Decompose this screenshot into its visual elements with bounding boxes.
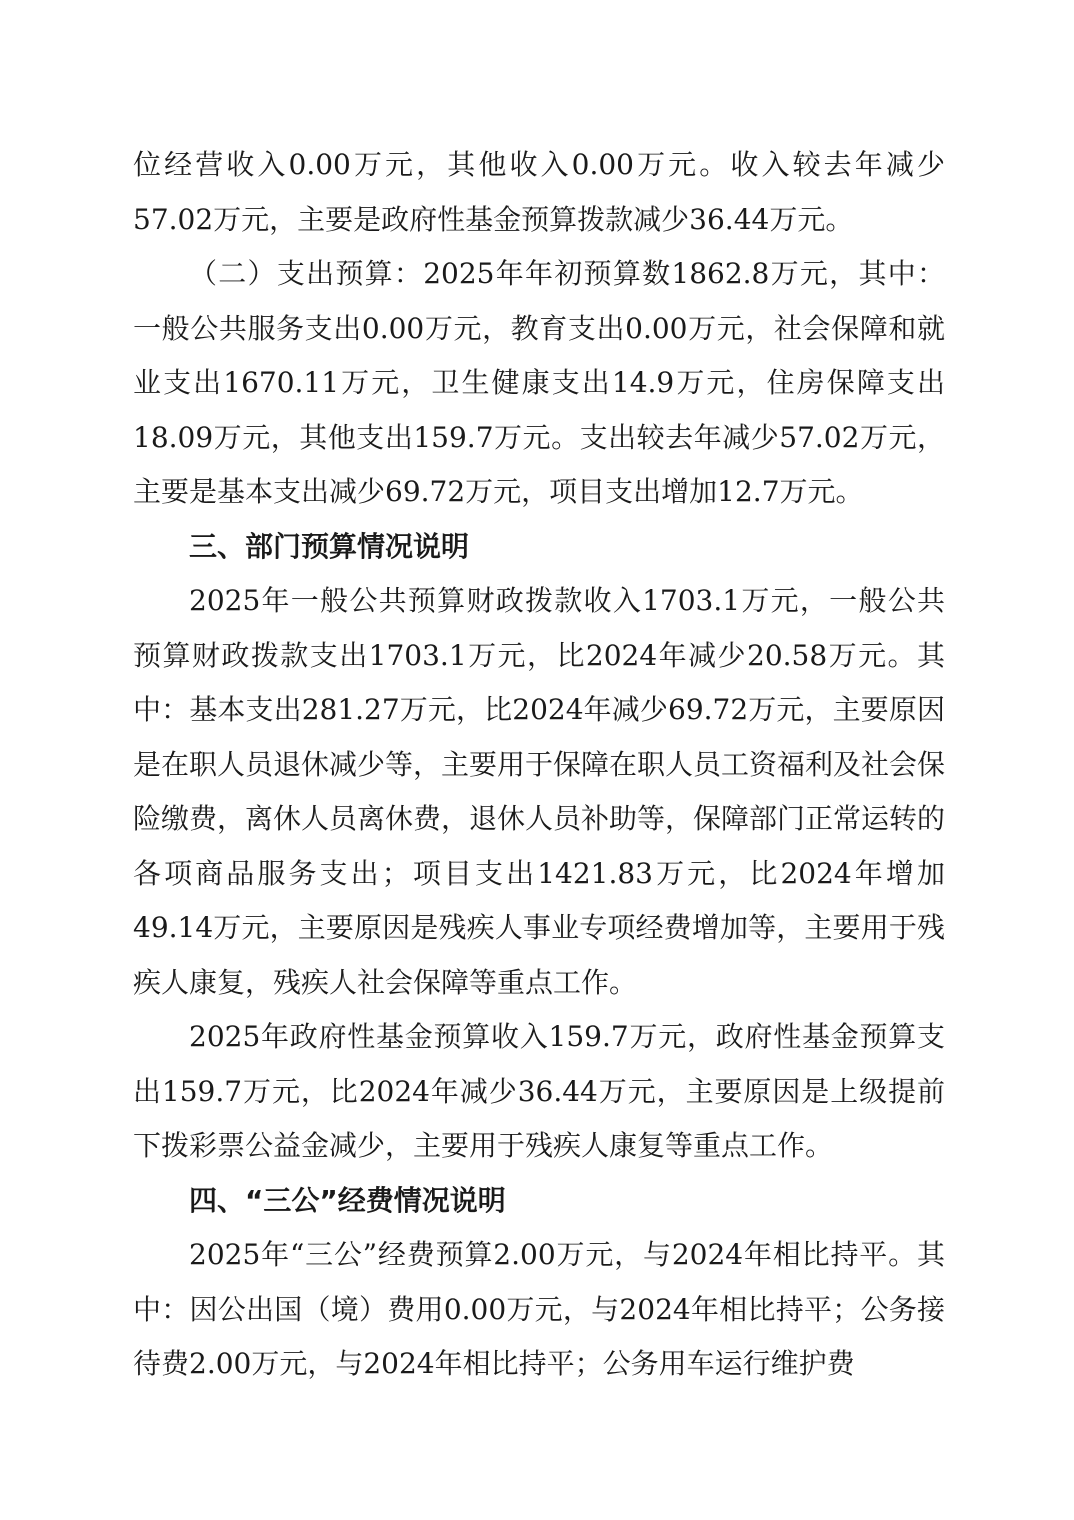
paragraph-government-fund-budget: 2025年政府性基金预算收入159.7万元，政府性基金预算支出159.7万元，比2024年减少36.44万元，主要原因是上级提前下拨彩票公益金减少，主要用于残疾人康复等重点工作。: [133, 1020, 945, 1162]
paragraph-general-public-budget: 2025年一般公共预算财政拨款收入1703.1万元，一般公共预算财政拨款支出1703.1万元，比2024年减少20.58万元。其中：基本支出281.27万元，比2024年减少69.72万元，主要原因是在职人员退休减少等，主要用于保障在职人员工资福利及社会保险缴费，离休人员离休费，退休人员补助等，保障部门正常运转的各项商品服务支出；项目支出1421.83万元，比2024年增加49.14万元，主要原因是残疾人事业专项经费增加等，主要用于残疾人康复，残疾人社会保障等重点工作。: [133, 584, 946, 999]
document-body: [133, 138, 945, 1392]
paragraph-income-continuation: 位经营收入0.00万元，其他收入0.00万元。收入较去年减少57.02万元，主要是政府性基金预算拨款减少36.44万元。: [133, 148, 945, 236]
section-heading-three-public-expenses: 四、“三公”经费情况说明: [189, 1183, 506, 1217]
paragraph-expenditure-budget: （二）支出预算：2025年年初预算数1862.8万元，其中：一般公共服务支出0.00万元，教育支出0.00万元，社会保障和就业支出1670.11万元，卫生健康支出14.9万元，住房保障支出18.09万元，其他支出159.7万元。支出较去年减少57.02万元，主要是基本支出减少69.72万元，项目支出增加12.7万元。: [133, 257, 945, 508]
paragraph-three-public-expenses: 2025年“三公”经费预算2.00万元，与2024年相比持平。其中：因公出国（境）费用0.00万元，与2024年相比持平；公务接待费2.00万元，与2024年相比持平；公务用车运行维护费: [133, 1238, 945, 1380]
section-heading-department-budget: 三、部门预算情况说明: [189, 529, 470, 563]
